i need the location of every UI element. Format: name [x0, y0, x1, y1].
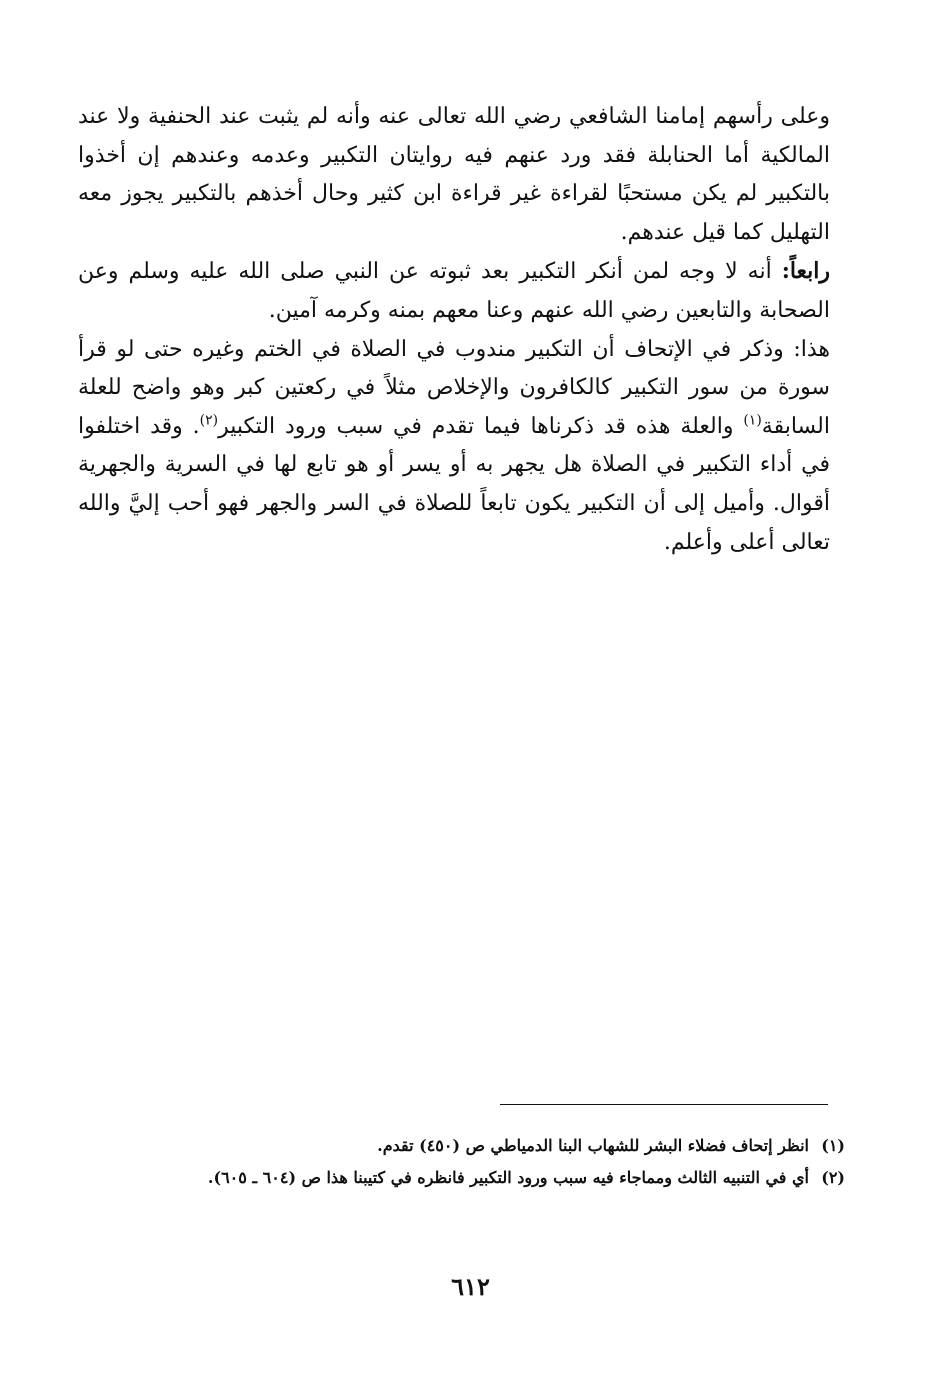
footnote-1-number: (١) [821, 1136, 845, 1155]
paragraph-2-lead: رابعاً: [781, 258, 830, 285]
footnotes [100, 1130, 845, 1194]
footnote-1 [100, 1130, 845, 1162]
paragraph-2 [78, 252, 830, 330]
footnote-1-text: انظر إتحاف فضلاء البشر للشهاب البنا الدمياطي ص (٤٥٠) تقدم. [377, 1136, 809, 1155]
paragraph-1-text: وعلى رأسهم إمامنا الشافعي رضي الله تعالى عنه وأنه لم يثبت عند الحنفية ولا عند المالكية أما الحنابلة فقد ورد عنهم فيه روايتان التكبير وعدمه وعندهم إن أخذوا بالتكبير لم يكن مستحبًا لقراءة غير قراءة ابن كثير وحال أخذهم بالتكبير يجوز معه التهليل كما قيل عندهم. [78, 104, 830, 245]
paragraph-3-text-b: والعلة هذه قد ذكرناها فيما تقدم في سبب ورود التكبير [218, 413, 744, 439]
main-text [78, 98, 830, 562]
footnote-ref-1[interactable]: (١) [743, 412, 762, 429]
paragraph-1 [78, 98, 830, 252]
paragraph-2-text: أنه لا وجه لمن أنكر التكبير بعد ثبوته عن النبي صلى الله عليه وسلم وعن الصحابة والتابعين رضي الله عنهم وعنا معهم بمنه وكرمه آمين. [78, 259, 830, 323]
footnote-2 [100, 1162, 845, 1194]
footnote-ref-2[interactable]: (٢) [199, 412, 219, 429]
paragraph-3-text-c: . وقد اختلفوا في أداء التكبير في الصلاة هل يجهر به أو يسر أو هو تابع لها في السرية والجهرية أقوال. وأميل إلى أن التكبير يكون تابعاً للصلاة في السر والجهر فهو أحب إليَّ والله تعالى أعلى وأعلم. [78, 413, 830, 555]
footnote-2-text: أي في التنبيه الثالث ومماجاء فيه سبب ورود التكبير فانظره في كتيبنا هذا ص (٦٠٤ ـ ٦٠٥). [207, 1168, 809, 1187]
footnote-2-number: (٢) [821, 1168, 845, 1187]
paragraph-3-text-a: هذا: وذكر في الإتحاف أن التكبير مندوب في الصلاة في الختم وغيره حتى لو قرأ سورة من سور التكبير كالكافرون والإخلاص مثلاً في ركعتين كبر وهو واضح للعلة السابقة [78, 336, 830, 439]
page-number: ٦١٢ [451, 1272, 490, 1301]
paragraph-3 [78, 331, 830, 563]
footnote-divider [500, 1104, 828, 1105]
